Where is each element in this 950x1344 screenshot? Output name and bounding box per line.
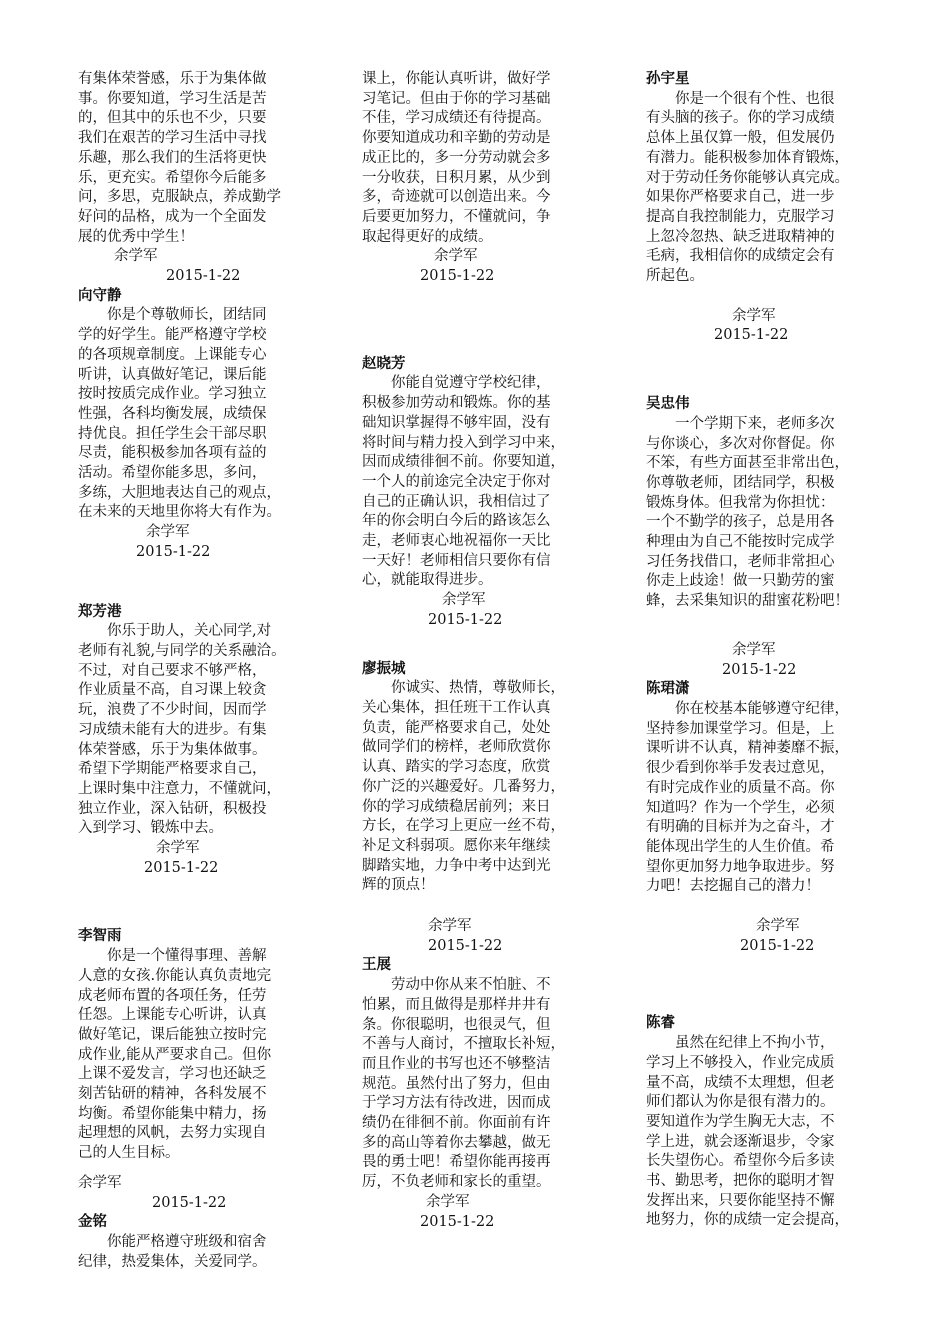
comment-text: 你能自觉遵守学校纪律， 积极参加劳动和锻炼。你的基 础知识掌握得不够牢固，没有 将时间与精力投入到学习中来， 因而成绩徘徊不前。你要知道， 一个人的前途完全决定于你对 自己的正确认识，我相信过了 年的你会明白今后的路该怎么 走，老师衷心地祝福你一天比 一天好！老师相信只要你有信 心，就能取得进步。 bbox=[362, 375, 565, 589]
student-name: 李智雨 bbox=[78, 928, 122, 945]
comment-column-3 bbox=[646, 70, 882, 1231]
teacher-signature: 余学军 bbox=[114, 248, 158, 265]
comment-block bbox=[646, 680, 882, 956]
comment-text: 你是一个很有个性、也很 有头脑的孩子。你的学习成绩 总体上虽仅算一般，但发展仍 有潜力。能积极参加体育锻炼， 对于劳动任务你能够认真完成。 如果你严格要求自己，进一步 提高自我控制能力，克服学习 上忽冷忽热、缺乏进取精神的 毛病，我相信你的成绩定会有 所起色。 bbox=[646, 90, 849, 285]
comment-text: 一个学期下来，老师多次 与你谈心，多次对你督促。你 不笨，有些方面甚至非常出色， 你尊敬老师，团结同学，积极 锻炼身体。但我常为你担忧： 一个不勤学的孩子，总是用各 种理由为自己不能按时完成学 习任务找借口，老师非常担心 你走上歧途！做一只勤劳的蜜 蜂，去采集知识的甜蜜花粉吧！ bbox=[646, 415, 849, 610]
comment-date: 2015-1-22 bbox=[428, 611, 503, 628]
comment-text: 课上，你能认真听讲，做好学 习笔记。但由于你的学习基础 不佳，学习成绩还有待提高。 你要知道成功和辛勤的劳动是 成正比的，多一分劳动就会多 一分收获，日积月累，从少到 多，奇迹就可以创造出来。今 后要更加努力，不懂就问，争 取起得更好的成绩。 bbox=[362, 71, 551, 245]
comment-date: 2015-1-22 bbox=[428, 937, 503, 954]
comment-block bbox=[362, 660, 598, 957]
teacher-signature: 余学军 bbox=[732, 307, 776, 324]
comment-text: 你乐于助人，关心同学,对 老师有礼貌,与同学的关系融洽。 不过，对自己要求不够严格， 作业质量不高，自习课上较贪 玩，浪费了不少时间，因而学 习成绩未能有大的进步。有集 体荣誉感，乐于为集体做事。 希望下学期能严格要求自己， 上课时集中注意力，不懂就问， 独立作业，深入钻研，积极投 入到学习、锻炼中去。 bbox=[78, 623, 286, 837]
comment-block bbox=[646, 395, 882, 680]
comment-column-1 bbox=[78, 70, 314, 1272]
comment-text: 虽然在纪律上不拘小节， 学习上不够投入，作业完成质 量不高，成绩不太理想，但老 师们都认为你是很有潜力的。 要知道作为学生胸无大志，不 学上进，就会逐渐退步，令家 长失望伤心。希望你今后多读 书、勤思考，把你的聪明才智 发挥出来，只要你能坚持不懈 地努力，你的成绩一定会提高， bbox=[646, 1035, 849, 1229]
comment-date: 2015-1-22 bbox=[166, 268, 241, 285]
comment-block bbox=[78, 603, 314, 879]
comment-text: 你诚实、热情，尊敬师长， 关心集体，担任班干工作认真 负责，能严格要求自己，处处 做同学们的榜样，老师欣赏你 认真、踏实的学习态度，欣赏 你广泛的兴趣爱好。几番努力， 你的学习成绩稳居前列；来日 方长，在学习上更应一丝不苟， 补足文科弱项。愿你来年继续 脚踏实地，力争中考中达到光 辉的顶点！ bbox=[362, 680, 565, 894]
student-name: 金铭 bbox=[78, 1214, 107, 1231]
student-name: 孙宇星 bbox=[646, 71, 690, 87]
comment-block bbox=[362, 956, 598, 1232]
teacher-signature: 余学军 bbox=[428, 918, 472, 935]
comment-block bbox=[78, 927, 314, 1213]
comment-block bbox=[78, 287, 314, 563]
student-name: 王展 bbox=[362, 957, 391, 974]
student-name: 吴忠伟 bbox=[646, 396, 690, 413]
comment-date: 2015-1-22 bbox=[136, 543, 211, 560]
teacher-signature: 余学军 bbox=[434, 248, 478, 265]
comment-date: 2015-1-22 bbox=[714, 327, 789, 344]
comment-date: 2015-1-22 bbox=[152, 1194, 227, 1211]
teacher-signature: 余学军 bbox=[146, 524, 190, 541]
student-name: 郑芳港 bbox=[78, 603, 122, 620]
comment-column-2 bbox=[362, 70, 598, 1232]
student-name: 廖振城 bbox=[362, 660, 406, 677]
teacher-signature: 余学军 bbox=[442, 592, 486, 609]
comment-text: 有集体荣誉感，乐于为集体做 事。你要知道，学习生活是苦 的，但其中的乐也不少，只要 我们在艰苦的学习生活中寻找 乐趣，那么我们的生活将更快 乐，更充实。希望你今后能多 问，多思，克服缺点，养成勤学 好问的品格，成为一个全面发 展的优秀中学生！ bbox=[78, 71, 281, 245]
teacher-signature: 余学军 bbox=[732, 641, 776, 658]
comment-date: 2015-1-22 bbox=[740, 937, 815, 954]
teacher-signature: 余学军 bbox=[756, 918, 800, 935]
comment-date: 2015-1-22 bbox=[144, 859, 219, 876]
comment-text: 你是个尊敬师长，团结同 学的好学生。能严格遵守学校 的各项规章制度。上课能专心 听讲，认真做好笔记，课后能 按时按质完成作业。学习独立 性强，各科均衡发展，成绩保 持优良。担任学生会干部尽职 尽责，能积极参加各项有益的 活动。希望你能多思，多问， 多练，大胆地表达自己的观点， 在未来的天地里你将大有作为。 bbox=[78, 307, 281, 521]
comment-text: 你能严格遵守班级和宿舍 纪律，热爱集体，关爱同学。 bbox=[78, 1233, 267, 1270]
comment-block bbox=[362, 355, 598, 631]
comment-block bbox=[78, 1213, 314, 1272]
teacher-signature: 余学军 bbox=[426, 1193, 470, 1210]
comment-date: 2015-1-22 bbox=[722, 661, 797, 678]
student-name: 向守静 bbox=[78, 287, 122, 304]
comment-date: 2015-1-22 bbox=[420, 1213, 495, 1230]
comment-date: 2015-1-22 bbox=[420, 268, 495, 285]
student-name: 陈睿 bbox=[646, 1015, 675, 1032]
comment-block bbox=[362, 70, 598, 287]
comment-block bbox=[78, 70, 314, 287]
comment-block bbox=[646, 70, 882, 346]
comment-text: 你在校基本能够遵守纪律， 坚持参加课堂学习。但是，上 课听讲不认真，精神萎靡不振， 很少看到你举手发表过意见， 有时完成作业的质量不高。你 知道吗？作为一个学生，必须 有明确的目标并为之奋斗，才 能体现出学生的人生价值。希 望你更加努力地争取进步。努 力吧！去挖掘自己的潜力！ bbox=[646, 700, 849, 895]
student-name: 陈珺潇 bbox=[646, 681, 690, 698]
student-name: 赵晓芳 bbox=[362, 355, 406, 372]
comment-text: 你是一个懂得事理、善解 人意的女孩.你能认真负责地完 成老师布置的各项任务，任劳 任怨。上课能专心听讲，认真 做好笔记，课后能独立按时完 成作业,能从严要求自己。但你 上课不爱发言，学习也还缺乏 刻苦钻研的精神，各科发展不 均衡。希望你能集中精力，扬 起理想的风帆，去努力实现自 己的人生目标。 bbox=[78, 948, 272, 1162]
comment-text: 劳动中你从来不怕脏、不 怕累，而且做得是那样井井有 条。你很聪明，也很灵气，但 不善与人商讨，不擅取长补短， 而且作业的书写也还不够整洁 规范。虽然付出了努力，但由 于学习方法有待改进，因而成 绩仍在徘徊不前。你面前有许 多的高山等着你去攀越，做无 畏的勇士吧！希望你能再接再 厉，不负老师和家长的重望。 bbox=[362, 977, 565, 1191]
comment-block bbox=[646, 1014, 882, 1231]
teacher-signature: 余学军 bbox=[156, 840, 200, 857]
teacher-signature: 余学军 bbox=[78, 1174, 122, 1191]
